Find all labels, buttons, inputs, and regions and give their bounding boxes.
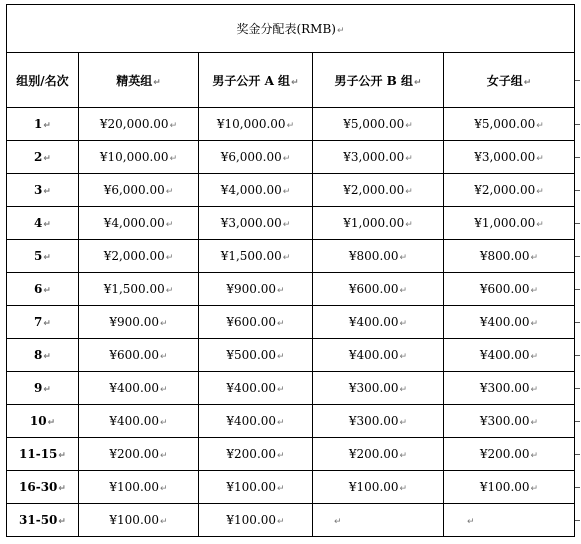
- document-page: [6, 4, 575, 537]
- paragraph-mark-icon: ↵: [58, 517, 66, 527]
- amount-cell[interactable]: [79, 438, 199, 471]
- table-row: [7, 438, 575, 471]
- table-row: [7, 174, 575, 207]
- amount-cell[interactable]: [199, 141, 313, 174]
- amount-value: ¥3,000.00: [343, 150, 405, 164]
- amount-cell[interactable]: [313, 339, 444, 372]
- rank-cell[interactable]: [7, 273, 79, 306]
- table-row: [7, 207, 575, 240]
- amount-value: ¥2,000.00: [103, 249, 165, 263]
- row-end-mark: [575, 80, 580, 81]
- paragraph-mark-icon: ↵: [277, 319, 285, 329]
- amount-value: ¥400.00: [479, 348, 530, 362]
- paragraph-mark-icon: ↵: [277, 418, 285, 428]
- amount-value: ¥1,500.00: [103, 282, 165, 296]
- rank-cell[interactable]: [7, 207, 79, 240]
- paragraph-mark-icon: ↵: [399, 253, 408, 263]
- paragraph-mark-icon: ↵: [58, 484, 66, 494]
- amount-value: ¥100.00: [348, 480, 399, 494]
- amount-value: ¥10,000.00: [216, 117, 286, 131]
- paragraph-mark-icon: ↵: [530, 451, 539, 461]
- amount-value: ¥3,000.00: [474, 150, 536, 164]
- amount-value: ¥5,000.00: [474, 117, 536, 131]
- paragraph-mark-icon: ↵: [282, 154, 291, 164]
- row-end-mark: [575, 520, 580, 521]
- amount-cell[interactable]: [199, 306, 313, 339]
- amount-cell[interactable]: [199, 273, 313, 306]
- amount-cell[interactable]: [313, 273, 444, 306]
- amount-cell[interactable]: [444, 306, 575, 339]
- amount-cell[interactable]: [313, 141, 444, 174]
- amount-cell[interactable]: [199, 405, 313, 438]
- rank-cell[interactable]: [7, 471, 79, 504]
- rank-cell[interactable]: [7, 339, 79, 372]
- paragraph-mark-icon: ↵: [530, 385, 539, 395]
- amount-cell[interactable]: [199, 504, 313, 537]
- amount-value: ¥200.00: [226, 447, 277, 461]
- rank-label: 4: [34, 216, 43, 230]
- paragraph-mark-icon: ↵: [43, 187, 51, 197]
- rank-cell[interactable]: [7, 240, 79, 273]
- paragraph-mark-icon: ↵: [530, 352, 539, 362]
- table-row: [7, 306, 575, 339]
- amount-value: ¥600.00: [348, 282, 399, 296]
- amount-cell[interactable]: [79, 339, 199, 372]
- paragraph-mark-icon: ↵: [277, 286, 285, 296]
- amount-value: ¥6,000.00: [103, 183, 165, 197]
- paragraph-mark-icon: ↵: [399, 319, 408, 329]
- paragraph-mark-icon: ↵: [43, 154, 51, 164]
- paragraph-mark-icon: ↵: [165, 286, 174, 296]
- amount-value: ¥300.00: [479, 414, 530, 428]
- amount-value: ¥300.00: [348, 414, 399, 428]
- amount-cell[interactable]: [79, 306, 199, 339]
- paragraph-mark-icon: ↵: [277, 352, 285, 362]
- amount-cell[interactable]: [444, 174, 575, 207]
- amount-value: ¥1,000.00: [474, 216, 536, 230]
- rank-cell[interactable]: [7, 141, 79, 174]
- row-end-mark: [575, 388, 580, 389]
- amount-value: ¥400.00: [348, 348, 399, 362]
- amount-cell[interactable]: [444, 471, 575, 504]
- amount-value: ¥4,000.00: [220, 183, 282, 197]
- amount-cell[interactable]: [199, 471, 313, 504]
- table-row: [7, 405, 575, 438]
- amount-value: ¥600.00: [479, 282, 530, 296]
- rank-label: 11-15: [19, 447, 58, 461]
- paragraph-mark-icon: ↵: [43, 220, 51, 230]
- row-end-mark: [575, 223, 580, 224]
- paragraph-mark-icon: ↵: [523, 77, 532, 88]
- paragraph-mark-icon: ↵: [399, 451, 408, 461]
- amount-cell[interactable]: [199, 174, 313, 207]
- amount-cell[interactable]: [79, 141, 199, 174]
- prize-distribution-table: [6, 4, 575, 537]
- paragraph-mark-icon: ↵: [165, 187, 174, 197]
- amount-value: ¥1,000.00: [343, 216, 405, 230]
- paragraph-mark-icon: ↵: [399, 286, 408, 296]
- table-row: [7, 108, 575, 141]
- amount-cell[interactable]: [313, 174, 444, 207]
- amount-value: ¥600.00: [226, 315, 277, 329]
- table-body: [7, 5, 575, 537]
- amount-cell[interactable]: [79, 273, 199, 306]
- amount-cell[interactable]: [79, 108, 199, 141]
- column-header-cell[interactable]: [444, 53, 575, 108]
- row-end-mark: [575, 421, 580, 422]
- amount-value: ¥100.00: [109, 513, 160, 527]
- amount-cell[interactable]: [444, 339, 575, 372]
- paragraph-mark-icon: ↵: [282, 220, 291, 230]
- paragraph-mark-icon: ↵: [43, 121, 51, 131]
- amount-cell[interactable]: [79, 405, 199, 438]
- rank-cell[interactable]: [7, 372, 79, 405]
- amount-cell[interactable]: [444, 240, 575, 273]
- amount-value: ¥200.00: [348, 447, 399, 461]
- amount-value: ¥20,000.00: [99, 117, 169, 131]
- paragraph-mark-icon: ↵: [160, 352, 168, 362]
- amount-value: ¥10,000.00: [99, 150, 169, 164]
- paragraph-mark-icon: ↵: [160, 517, 168, 527]
- row-end-mark: [575, 256, 580, 257]
- rank-label: 9: [34, 381, 43, 395]
- row-end-mark: [575, 157, 580, 158]
- column-header-label: 女子组: [486, 73, 523, 88]
- amount-value: ¥400.00: [479, 315, 530, 329]
- paragraph-mark-icon: ↵: [291, 77, 299, 88]
- amount-cell[interactable]: [313, 108, 444, 141]
- row-end-mark: [575, 355, 580, 356]
- amount-cell[interactable]: [199, 207, 313, 240]
- paragraph-mark-icon: ↵: [160, 418, 168, 428]
- title-row: [7, 5, 575, 53]
- paragraph-mark-icon: ↵: [277, 517, 285, 527]
- column-header-cell[interactable]: [79, 53, 199, 108]
- table-title-cell[interactable]: [7, 5, 575, 53]
- amount-value: ¥400.00: [109, 381, 160, 395]
- column-header-label: 精英组: [116, 73, 153, 88]
- rank-label: 10: [29, 414, 47, 428]
- paragraph-mark-icon: ↵: [336, 26, 345, 36]
- amount-value: ¥500.00: [226, 348, 277, 362]
- amount-value: ¥2,000.00: [474, 183, 536, 197]
- amount-cell[interactable]: [444, 108, 575, 141]
- table-row: [7, 372, 575, 405]
- table-row: [7, 273, 575, 306]
- amount-cell[interactable]: [199, 372, 313, 405]
- amount-cell[interactable]: [313, 405, 444, 438]
- amount-value: ¥100.00: [226, 513, 277, 527]
- rank-label: 16-30: [19, 480, 58, 494]
- amount-value: ¥4,000.00: [103, 216, 165, 230]
- rank-label: 5: [34, 249, 43, 263]
- row-end-mark: [575, 190, 580, 191]
- paragraph-mark-icon: ↵: [399, 418, 408, 428]
- amount-cell[interactable]: [313, 438, 444, 471]
- paragraph-mark-icon: ↵: [530, 319, 539, 329]
- paragraph-mark-icon: ↵: [160, 319, 168, 329]
- table-row: [7, 240, 575, 273]
- paragraph-mark-icon: ↵: [405, 121, 413, 131]
- paragraph-mark-icon: ↵: [47, 418, 56, 428]
- paragraph-mark-icon: ↵: [282, 187, 291, 197]
- paragraph-mark-icon: ↵: [530, 253, 539, 263]
- paragraph-mark-icon: ↵: [43, 352, 51, 362]
- row-end-mark: [575, 487, 580, 488]
- paragraph-mark-icon: ↵: [536, 154, 544, 164]
- paragraph-mark-icon: ↵: [169, 154, 178, 164]
- column-header-cell[interactable]: [7, 53, 79, 108]
- amount-cell[interactable]: [79, 372, 199, 405]
- table-row: [7, 504, 575, 537]
- amount-value: ¥1,500.00: [220, 249, 282, 263]
- amount-value: ¥200.00: [479, 447, 530, 461]
- amount-cell[interactable]: [313, 504, 444, 537]
- rank-cell[interactable]: [7, 108, 79, 141]
- rank-label: 7: [34, 315, 43, 329]
- amount-cell[interactable]: [79, 207, 199, 240]
- amount-cell[interactable]: [444, 405, 575, 438]
- rank-cell[interactable]: [7, 504, 79, 537]
- paragraph-mark-icon: ↵: [530, 286, 539, 296]
- amount-value: ¥2,000.00: [343, 183, 405, 197]
- amount-value: ¥3,000.00: [220, 216, 282, 230]
- paragraph-mark-icon: ↵: [286, 121, 295, 131]
- paragraph-mark-icon: ↵: [169, 121, 178, 131]
- paragraph-mark-icon: ↵: [467, 517, 475, 527]
- paragraph-mark-icon: ↵: [165, 253, 174, 263]
- row-end-mark: [575, 454, 580, 455]
- paragraph-mark-icon: ↵: [43, 253, 51, 263]
- paragraph-mark-icon: ↵: [160, 484, 168, 494]
- row-end-mark: [575, 322, 580, 323]
- amount-value: ¥900.00: [109, 315, 160, 329]
- rank-label: 6: [34, 282, 43, 296]
- paragraph-mark-icon: ↵: [277, 451, 285, 461]
- paragraph-mark-icon: ↵: [277, 385, 285, 395]
- rank-label: 3: [34, 183, 43, 197]
- amount-cell[interactable]: [79, 504, 199, 537]
- amount-value: ¥800.00: [348, 249, 399, 263]
- paragraph-mark-icon: ↵: [413, 77, 422, 88]
- right-margin-marks: [575, 4, 581, 544]
- paragraph-mark-icon: ↵: [160, 451, 168, 461]
- amount-value: ¥200.00: [109, 447, 160, 461]
- rank-label: 1: [34, 117, 43, 131]
- amount-cell[interactable]: [313, 372, 444, 405]
- paragraph-mark-icon: ↵: [43, 385, 51, 395]
- row-end-mark: [575, 289, 580, 290]
- rank-label: 8: [34, 348, 43, 362]
- amount-value: ¥300.00: [348, 381, 399, 395]
- amount-cell[interactable]: [199, 240, 313, 273]
- column-header-cell[interactable]: [199, 53, 313, 108]
- rank-cell[interactable]: [7, 405, 79, 438]
- paragraph-mark-icon: ↵: [153, 77, 161, 88]
- amount-cell[interactable]: [444, 141, 575, 174]
- amount-value: ¥400.00: [348, 315, 399, 329]
- amount-cell[interactable]: [444, 207, 575, 240]
- table-title: 奖金分配表(RMB): [236, 22, 336, 36]
- amount-cell[interactable]: [79, 240, 199, 273]
- paragraph-mark-icon: ↵: [536, 187, 544, 197]
- amount-cell[interactable]: [79, 174, 199, 207]
- paragraph-mark-icon: ↵: [399, 385, 408, 395]
- paragraph-mark-icon: ↵: [405, 220, 413, 230]
- paragraph-mark-icon: ↵: [536, 121, 544, 131]
- amount-cell[interactable]: [313, 306, 444, 339]
- paragraph-mark-icon: ↵: [277, 484, 285, 494]
- rank-cell[interactable]: [7, 438, 79, 471]
- amount-cell[interactable]: [79, 471, 199, 504]
- amount-cell[interactable]: [199, 438, 313, 471]
- amount-value: ¥100.00: [479, 480, 530, 494]
- amount-value: ¥400.00: [226, 381, 277, 395]
- amount-value: ¥900.00: [226, 282, 277, 296]
- column-header-cell[interactable]: [313, 53, 444, 108]
- column-header-label: 男子公开 B 组: [334, 73, 413, 88]
- amount-cell[interactable]: [444, 273, 575, 306]
- amount-cell[interactable]: [444, 372, 575, 405]
- table-row: [7, 339, 575, 372]
- amount-value: ¥300.00: [479, 381, 530, 395]
- table-row: [7, 471, 575, 504]
- amount-cell[interactable]: [313, 207, 444, 240]
- amount-value: ¥400.00: [109, 414, 160, 428]
- rank-cell[interactable]: [7, 174, 79, 207]
- paragraph-mark-icon: ↵: [334, 517, 342, 527]
- paragraph-mark-icon: ↵: [405, 187, 413, 197]
- paragraph-mark-icon: ↵: [43, 286, 51, 296]
- paragraph-mark-icon: ↵: [165, 220, 174, 230]
- amount-value: ¥100.00: [109, 480, 160, 494]
- amount-cell[interactable]: [313, 240, 444, 273]
- table-row: [7, 141, 575, 174]
- paragraph-mark-icon: ↵: [399, 484, 408, 494]
- paragraph-mark-icon: ↵: [160, 385, 168, 395]
- amount-value: ¥600.00: [109, 348, 160, 362]
- amount-value: ¥100.00: [226, 480, 277, 494]
- paragraph-mark-icon: ↵: [282, 253, 291, 263]
- paragraph-mark-icon: ↵: [536, 220, 544, 230]
- amount-cell[interactable]: [313, 471, 444, 504]
- amount-value: ¥400.00: [226, 414, 277, 428]
- amount-value: ¥800.00: [479, 249, 530, 263]
- amount-cell[interactable]: [199, 108, 313, 141]
- paragraph-mark-icon: ↵: [405, 154, 413, 164]
- amount-cell[interactable]: [444, 438, 575, 471]
- paragraph-mark-icon: ↵: [58, 451, 66, 461]
- paragraph-mark-icon: ↵: [43, 319, 51, 329]
- column-header-label: 男子公开 A 组: [212, 73, 291, 88]
- amount-cell[interactable]: [199, 339, 313, 372]
- rank-cell[interactable]: [7, 306, 79, 339]
- paragraph-mark-icon: ↵: [530, 484, 539, 494]
- rank-label: 2: [34, 150, 43, 164]
- amount-cell[interactable]: [444, 504, 575, 537]
- amount-value: ¥6,000.00: [220, 150, 282, 164]
- rank-label: 31-50: [19, 513, 58, 527]
- row-end-mark: [575, 124, 580, 125]
- paragraph-mark-icon: ↵: [399, 352, 408, 362]
- header-row: [7, 53, 575, 108]
- column-header-label: 组别/名次: [16, 73, 69, 88]
- paragraph-mark-icon: ↵: [530, 418, 539, 428]
- amount-value: ¥5,000.00: [343, 117, 405, 131]
